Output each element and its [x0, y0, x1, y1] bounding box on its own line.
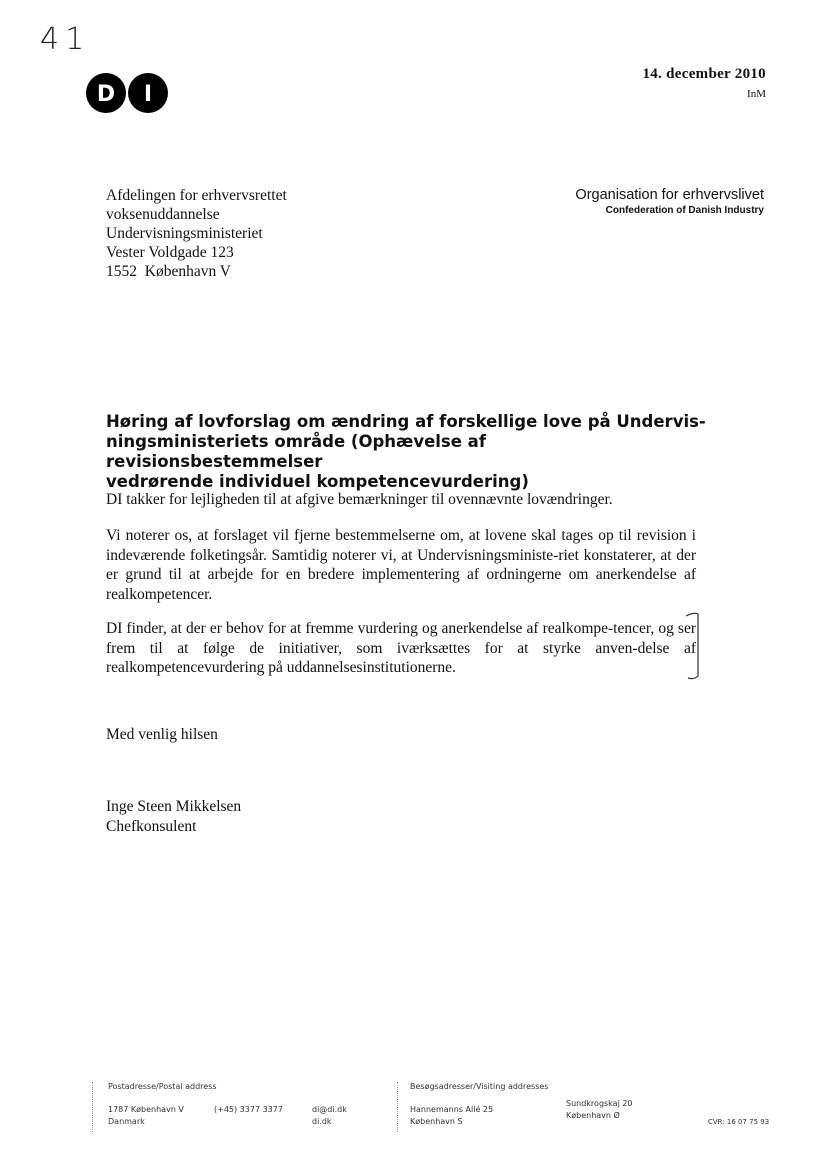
address-line: Undervisningsministeriet [106, 225, 263, 242]
letter-subject [106, 412, 706, 492]
closing-salutation: Med venlig hilsen [106, 726, 218, 743]
footer-divider [92, 1082, 93, 1132]
website: di.dk [312, 1117, 332, 1126]
author-initials: InM [747, 88, 766, 100]
postal-address [108, 1104, 184, 1128]
address-line: voksenuddannelse [106, 206, 220, 223]
visiting-addresses-heading: Besøgsadresser/Visiting addresses [410, 1082, 549, 1091]
visit-city: København Ø [566, 1111, 620, 1120]
signer-title: Chefkonsulent [106, 817, 197, 835]
visiting-address-1 [410, 1104, 493, 1128]
contact-online [312, 1104, 347, 1128]
body-paragraph-1: DI takker for lejligheden til at afgive bemærkninger til ovennævnte lovændringer. [106, 491, 613, 508]
subject-line: vedrørende individuel kompetencevurdering) [106, 472, 529, 491]
handwritten-page-number: 41 [40, 22, 91, 57]
organisation-name-danish: Organisation for erhvervslivet [575, 187, 764, 203]
handwritten-bracket-mark [684, 610, 704, 682]
cvr-number: CVR: 16 07 75 93 [708, 1118, 770, 1126]
footer-divider [397, 1082, 398, 1132]
letter-footer [92, 1080, 782, 1140]
organisation-block [575, 186, 764, 218]
subject-line: ningsministeriets område (Ophævelse af revisionsbestemmelser [106, 432, 486, 471]
logo-letter-i: I [143, 82, 153, 107]
logo-letter-d: D [96, 82, 116, 107]
signature-block [106, 797, 241, 836]
phone-number: (+45) 3377 3377 [214, 1105, 283, 1114]
letter-date: 14. december 2010 [642, 66, 766, 82]
visiting-address-2 [566, 1098, 633, 1122]
body-paragraph-2: Vi noterer os, at forslaget vil fjerne bestemmelserne om, at lovene skal tages op til revision i indeværende folketingsår. Samtidig noterer vi, at Undervisningsministe-riet konstaterer, at der er grund til at arbejde for en bredere implementering af ordningerne om anerkendelse af realkompetencer. [106, 527, 696, 603]
recipient-address [106, 186, 287, 281]
body-paragraph-3: DI finder, at der er behov for at fremme vurdering og anerkendelse af realkompe-tencer, og ser frem til at følge de initiativer, som iværksættes for at styrke anven-delse af realkompetencevurdering på uddannelsesinstitutionerne. [106, 620, 696, 676]
postal-city: 1787 København V [108, 1105, 184, 1114]
signer-name: Inge Steen Mikkelsen [106, 798, 242, 815]
visit-city: København S [410, 1117, 463, 1126]
organisation-name-english: Confederation of Danish Industry [605, 205, 764, 216]
subject-line: Høring af lovforslag om ændring af forskellige love på Undervis- [106, 412, 706, 431]
postal-country: Danmark [108, 1117, 145, 1126]
address-line: Afdelingen for erhvervsrettet [106, 187, 287, 204]
visit-street: Hannemanns Allé 25 [410, 1105, 494, 1114]
address-line: 1552 København V [106, 263, 231, 280]
email-address: di@di.dk [312, 1105, 347, 1114]
postal-address-heading: Postadresse/Postal address [108, 1082, 217, 1091]
address-line: Vester Voldgade 123 [106, 244, 234, 261]
di-logo [85, 72, 169, 114]
visit-street: Sundkrogskaj 20 [566, 1099, 633, 1108]
